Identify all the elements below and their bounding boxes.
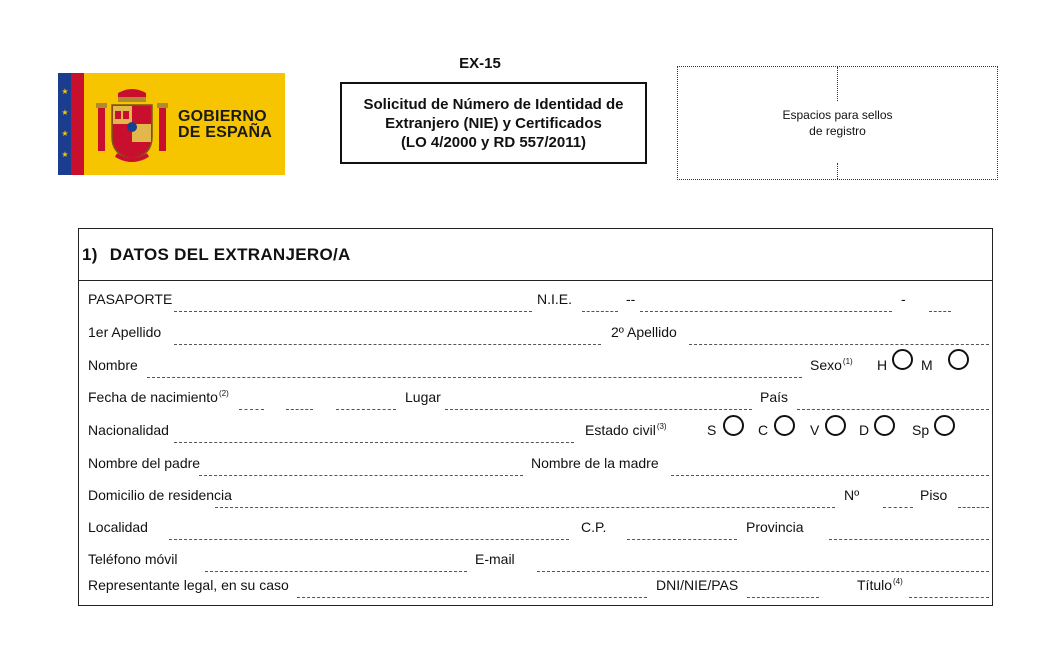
gobierno-logo — [58, 73, 285, 175]
nacionalidad-field[interactable] — [174, 442, 574, 443]
pais-field[interactable] — [797, 409, 989, 410]
representante-label: Representante legal, en su caso — [88, 577, 289, 593]
stamp-text-line: de registro — [809, 124, 866, 138]
section-title-text: DATOS DEL EXTRANJERO/A — [109, 244, 351, 264]
form-title-box — [340, 82, 647, 164]
fecha-nacimiento-text: Fecha de nacimiento — [88, 389, 218, 405]
nombre-padre-field[interactable] — [199, 475, 523, 476]
nacionalidad-label: Nacionalidad — [88, 422, 169, 438]
stamp-text-line: Espacios para sellos — [782, 108, 893, 122]
form-code: EX-15 — [459, 55, 501, 72]
spain-flag-stripe — [71, 73, 84, 175]
estado-c-radio[interactable] — [774, 415, 795, 436]
estado-v-radio[interactable] — [825, 415, 846, 436]
sexo-m-radio[interactable] — [948, 349, 969, 370]
logo-line1: GOBIERNO — [178, 108, 267, 125]
telefono-label: Teléfono móvil — [88, 551, 178, 567]
nie-letter-field[interactable] — [582, 311, 618, 312]
nie-label: N.I.E. — [537, 291, 573, 307]
footnote-ref: (2) — [218, 389, 229, 399]
estado-d-label: D — [859, 422, 870, 438]
nombre-field[interactable] — [147, 377, 802, 378]
logo-line2: DE ESPAÑA — [178, 124, 272, 141]
telefono-field[interactable] — [205, 571, 467, 572]
birth-year-field[interactable] — [336, 409, 396, 410]
stamp-text — [678, 107, 997, 139]
email-field[interactable] — [537, 571, 989, 572]
fecha-nacimiento-label — [88, 389, 229, 405]
pais-label: País — [760, 389, 789, 405]
estado-civil-label — [585, 422, 667, 438]
estado-c-label: C — [758, 422, 769, 438]
nombre-madre-field[interactable] — [671, 475, 989, 476]
titulo-field[interactable] — [909, 597, 989, 598]
stamp-divider — [837, 163, 838, 179]
representante-field[interactable] — [297, 597, 647, 598]
nie-control-field[interactable] — [929, 311, 951, 312]
apellido2-label: 2º Apellido — [611, 324, 677, 340]
nie-number-field[interactable] — [640, 311, 892, 312]
estado-v-label: V — [810, 422, 820, 438]
nombre-label: Nombre — [88, 357, 138, 373]
pasaporte-field[interactable] — [174, 311, 532, 312]
apellido1-label: 1er Apellido — [88, 324, 162, 340]
localidad-label: Localidad — [88, 519, 148, 535]
nie-separator: -- — [626, 291, 636, 307]
apellido1-field[interactable] — [174, 344, 601, 345]
estado-d-radio[interactable] — [874, 415, 895, 436]
footnote-ref: (1) — [842, 357, 853, 367]
numero-label: Nº — [844, 487, 860, 503]
sexo-h-radio[interactable] — [892, 349, 913, 370]
birth-month-field[interactable] — [286, 409, 313, 410]
birth-day-field[interactable] — [239, 409, 264, 410]
sexo-h-label: H — [877, 357, 888, 373]
footnote-ref: (4) — [893, 577, 903, 587]
form-title-line: Extranjero (NIE) y Certificados — [385, 114, 602, 132]
stamp-divider — [837, 67, 838, 101]
piso-label: Piso — [920, 487, 948, 503]
nombre-madre-label: Nombre de la madre — [531, 455, 659, 471]
estado-sp-label: Sp — [912, 422, 930, 438]
section-datos-extranjero — [78, 228, 993, 606]
cp-field[interactable] — [627, 539, 737, 540]
numero-field[interactable] — [883, 507, 913, 508]
provincia-label: Provincia — [746, 519, 804, 535]
titulo-label — [857, 577, 903, 593]
piso-field[interactable] — [958, 507, 989, 508]
sexo-text: Sexo — [810, 357, 842, 373]
section-number: 1) — [82, 244, 98, 264]
apellido2-field[interactable] — [689, 344, 989, 345]
gobierno-de-espana-text — [178, 109, 283, 141]
sexo-m-label: M — [921, 357, 933, 373]
lugar-field[interactable] — [445, 409, 752, 410]
nie-separator: - — [901, 291, 906, 307]
registry-stamp-box — [677, 66, 998, 180]
eu-stars-icon: ★ ★ ★ ★ — [61, 87, 69, 159]
lugar-label: Lugar — [405, 389, 441, 405]
estado-s-label: S — [707, 422, 717, 438]
estado-s-radio[interactable] — [723, 415, 744, 436]
nombre-padre-label: Nombre del padre — [88, 455, 201, 471]
pasaporte-label: PASAPORTE — [88, 291, 173, 307]
form-title-line: (LO 4/2000 y RD 557/2011) — [400, 133, 587, 151]
sexo-label — [810, 357, 853, 373]
form-title-line: Solicitud de Número de Identidad de — [363, 95, 624, 113]
provincia-field[interactable] — [829, 539, 989, 540]
dni-nie-pas-label: DNI/NIE/PAS — [656, 577, 739, 593]
cp-label: C.P. — [581, 519, 607, 535]
section-title — [79, 229, 992, 281]
footnote-ref: (3) — [656, 422, 667, 432]
domicilio-field[interactable] — [215, 507, 835, 508]
email-label: E-mail — [475, 551, 515, 567]
dni-nie-pas-field[interactable] — [747, 597, 819, 598]
domicilio-label: Domicilio de residencia — [88, 487, 232, 503]
estado-sp-radio[interactable] — [934, 415, 955, 436]
localidad-field[interactable] — [169, 539, 569, 540]
estado-civil-text: Estado civil — [585, 422, 656, 438]
coat-of-arms-icon — [94, 85, 170, 165]
titulo-text: Título — [857, 577, 893, 593]
